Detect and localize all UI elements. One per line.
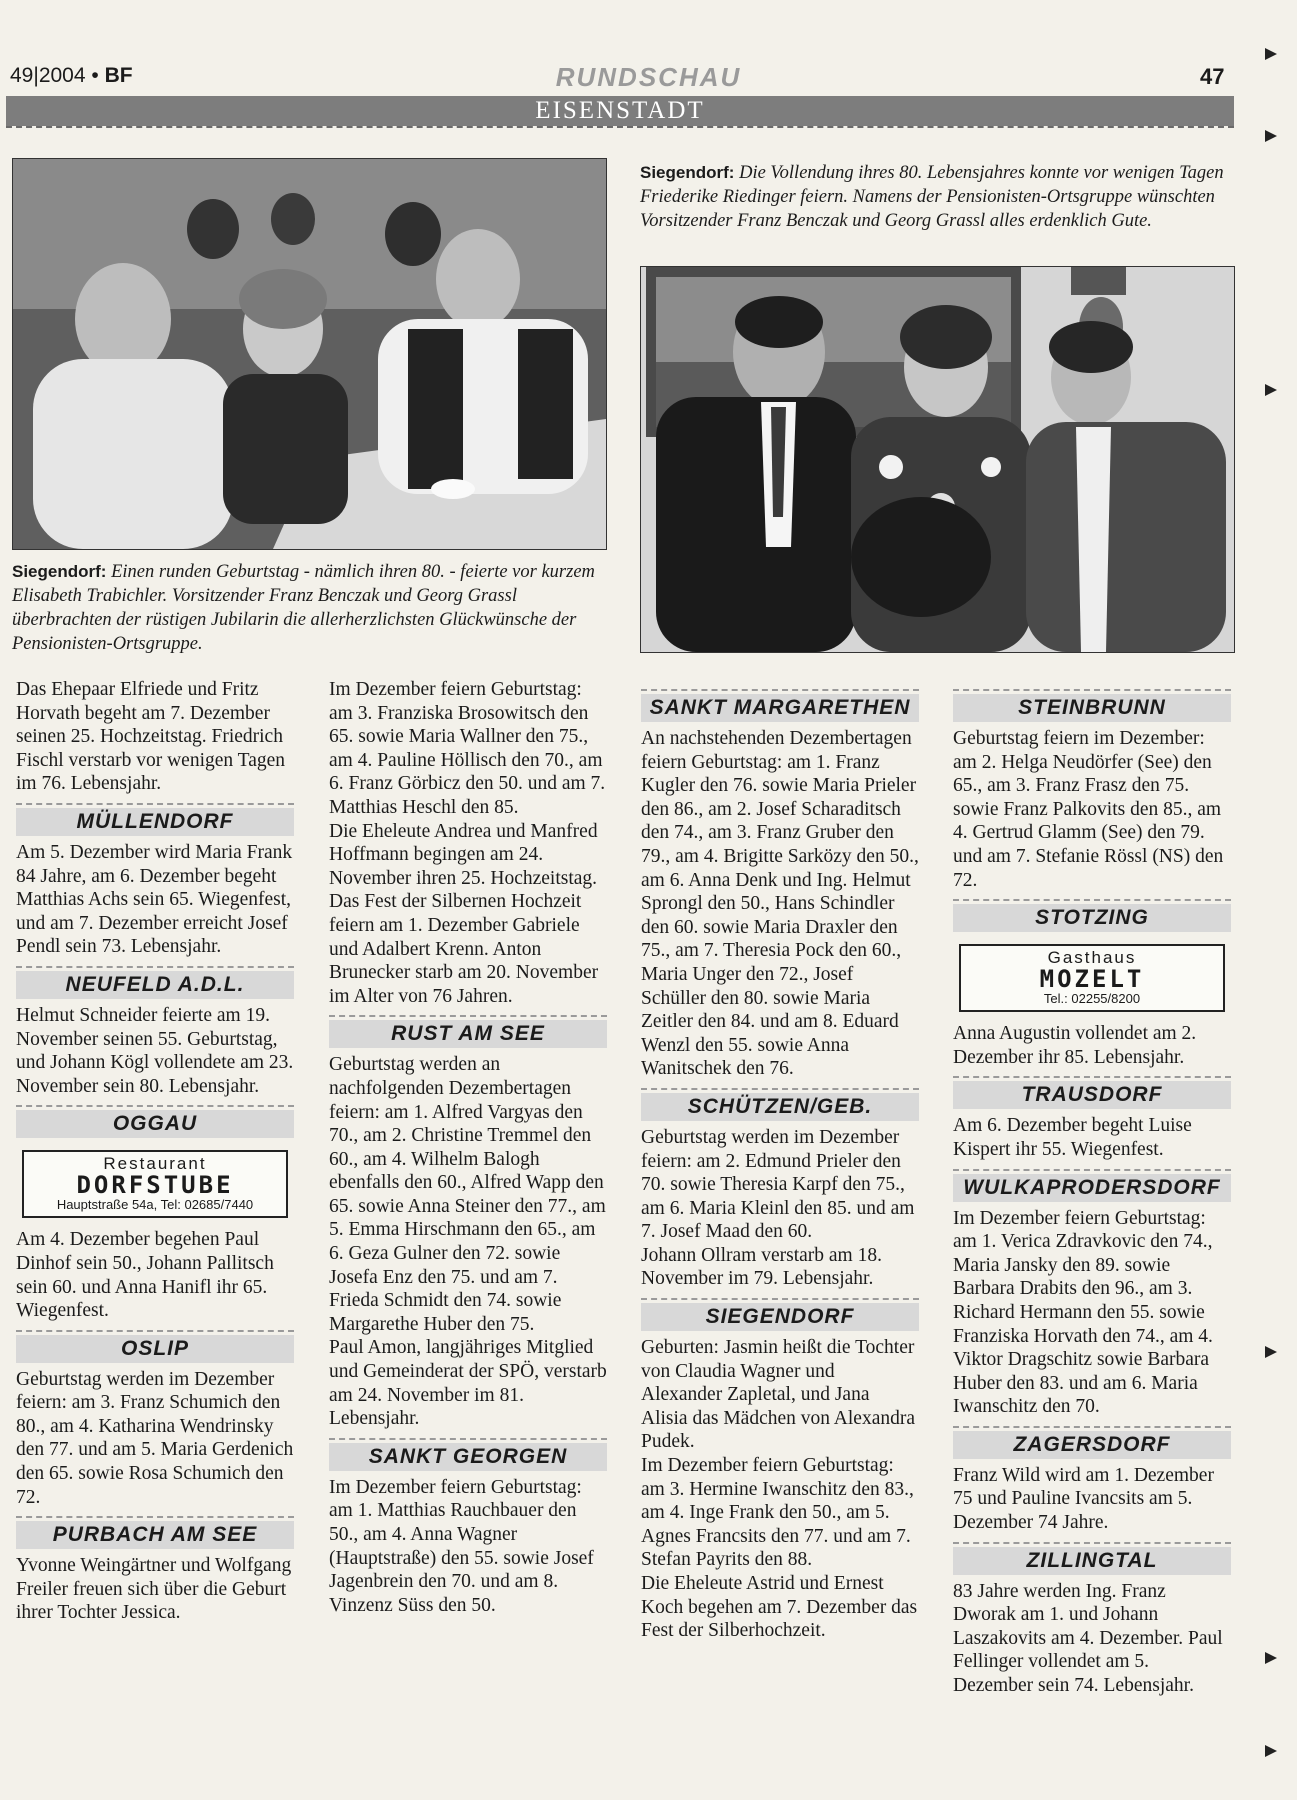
article-text: Am 4. Dezember begehen Paul Dinhof sein 50., Johann Pallitsch sein 60. und Anna Hanifl ihr 65. Wiegenfest. [16,1229,274,1322]
column-2 [329,678,607,1617]
section-heading-steinbrunn: STEINBRUNN [953,689,1231,722]
article-text: Helmut Schneider feierte am 19. November seinen 55. Geburtstag, und Johann Kögl vollendete am 23. November sein 80. Lebensjahr. [16,1004,294,1097]
caption-place: Siegendorf: [12,562,107,581]
section-heading-zagersdorf: ZAGERSDORF [953,1426,1231,1459]
article-text: Das Fest der Silbernen Hochzeit feiern am 1. Dezember Gabriele und Adalbert Krenn. Anton Brunecker starb am 20. November im Alter von 76 Jahren. [329,891,599,1007]
binding-marker [1265,384,1277,396]
article-text: Geburten: Jasmin heißt die Tochter von Claudia Wagner und Alexander Zapletal, und Jana Alisia das Mädchen von Alexandra Pudek. [641,1337,916,1453]
column-4 [953,678,1231,1698]
article-text: Am 5. Dezember wird Maria Frank 84 Jahre, am 6. Dezember begeht Matthias Achs sein 65. Wiegenfest, und am 7. Dezember erreicht Josef Pendl sein 73. Lebensjahr. [16,841,293,958]
article-text: Im Dezember feiern Geburtstag: am 3. Franziska Brosowitsch den 65. sowie Maria Wallner den 75., am 4. Pauline Höllisch den 70., am 6. Franz Görbicz den 50. und am 7. Matthias Heschl den 85. [329,679,606,818]
section-heading-stotzing: STOTZING [953,899,1231,932]
ad-name: DORFSTUBE [76,1171,234,1200]
region-title: EISENSTADT [535,97,705,124]
section-heading-georgen: SANKT GEORGEN [329,1438,607,1471]
article-text: Das Ehepaar Elfriede und Fritz Horvath begeht am 7. Dezember seinen 25. Hochzeitstag. Friedrich Fischl verstarb vor wenigen Tagen im 76. Lebensjahr. [16,679,286,795]
binding-marker [1265,1652,1277,1664]
section-heading-trausdorf: TRAUSDORF [953,1076,1231,1109]
article-text: Im Dezember feiern Geburtstag: am 1. Matthias Rauchbauer den 50., am 4. Anna Wagner (Hauptstraße) den 55. sowie Josef Jagenbrein den 70. und am 8. Vinzenz Süss den 50. [329,1476,594,1616]
ad-dorfstube [22,1150,288,1218]
section-heading-oslip: OSLIP [16,1330,294,1363]
binding-marker [1265,1346,1277,1358]
caption-trabichler [12,560,612,656]
article-text: 83 Jahre werden Ing. Franz Dworak am 1. und Johann Laszakovits am 4. Dezember. Paul Fellinger vollendet am 5. Dezember sein 74. Lebensjahr. [953,1580,1223,1697]
section-heading-muellendorf: MÜLLENDORF [16,803,294,836]
caption-riedinger [640,161,1230,233]
article-text: Geburtstag feiern im Dezember: am 2. Helga Neudörfer (See) den 65., am 3. Franz Frasz den 75. sowie Franz Palkovits den 85., am 4. Gertrud Glamm (See) den 79. und am 7. Stefanie Rössl (NS) den 72. [953,728,1224,891]
photo-riedinger [640,266,1235,653]
article-text: Am 6. Dezember begeht Luise Kispert ihr 55. Wiegenfest. [953,1115,1192,1160]
caption-text: Die Vollendung ihres 80. Lebensjahres konnte vor wenigen Tagen Friederike Riedinger feiern. Namens der Pensionisten-Ortsgruppe wünschten Vorsitzender Franz Benczak und Georg Grassl alles erdenklich Gute. [640,163,1224,231]
article-text: Geburtstag werden an nachfolgenden Dezembertagen feiern: am 1. Alfred Vargyas den 70., am 2. Christine Tremmel den 60., am 4. Wilhelm Balogh ebenfalls den 60., Alfred Wapp den 65. sowie Anna Steiner den 77., am 5. Emma Hirschmann den 65., am 6. Geza Gulner den 72. sowie Josefa Enz den 75. und am 7. Frieda Schmidt den 74. sowie Margarethe Huber den 75. [329,1054,606,1335]
section-heading-siegendorf: SIEGENDORF [641,1298,919,1331]
section-heading-schuetzen: SCHÜTZEN/GEB. [641,1088,919,1121]
photo-trabichler [12,158,607,550]
article-text: An nachstehenden Dezembertagen feiern Geburtstag: am 1. Franz Kugler den 76. sowie Maria Prieler den 86., am 2. Josef Scharaditsch den 74., am 3. Franz Gruber den 79., am 4. Brigitte Sarközy den 50., am 6. Anna Denk und Ing. Helmut Sprongl den 50., Hans Schindler den 60. sowie Maria Draxler den 75., am 7. Theresia Pock den 60., Maria Unger den 72., Josef Schüller den 80. sowie Maria Zeitler den 84. und am 8. Eduard Wenzl den 55. sowie Anna Wanitschek den 76. [641,728,919,1080]
binding-marker [1265,48,1277,60]
article-text: Franz Wild wird am 1. Dezember 75 und Pauline Ivancsits am 5. Dezember 74 Jahre. [953,1464,1214,1534]
binding-marker [1265,130,1277,142]
ad-line: Gasthaus [1047,948,1137,968]
issue-label: 49|2004 • BF [10,64,133,87]
column-3 [641,678,919,1643]
page-number: 47 [1200,64,1225,89]
ad-line: Restaurant [103,1154,207,1174]
section-heading-wulkaprodersdorf: WULKAPRODERSDORF [953,1169,1231,1202]
caption-place: Siegendorf: [640,163,735,182]
section-heading-margarethen: SANKT MARGARETHEN [641,689,919,722]
column-1 [16,678,294,1625]
ad-contact: Tel.: 02255/8200 [1043,991,1141,1007]
article-text: Johann Ollram verstarb am 18. November im 79. Lebensjahr. [641,1244,882,1290]
ad-contact: Hauptstraße 54a, Tel: 02685/7440 [56,1197,254,1213]
section-title: RUNDSCHAU [555,62,742,92]
region-divider [6,126,1234,128]
article-text: Im Dezember feiern Geburtstag: am 1. Verica Zdravkovic den 74., Maria Jansky den 89. sowie Barbara Drabits den 96., am 3. Richard Hermann den 55. sowie Franziska Horvath den 74., am 4. Viktor Dragschitz sowie Barbara Huber den 83. und am 6. Maria Iwanschitz den 70. [953,1207,1213,1418]
article-text: Geburtstag werden im Dezember feiern: am 2. Edmund Prieler den 70. sowie Theresia Karpf den 75., am 6. Maria Kleinl den 85. und am 7. Josef Maad den 60. [641,1126,915,1243]
brand-label: BF [104,64,133,87]
article-text: Die Eheleute Andrea und Manfred Hoffmann begingen am 24. November ihren 25. Hochzeitstag. [329,820,598,889]
section-heading-purbach: PURBACH AM SEE [16,1516,294,1549]
section-heading-oggau: OGGAU [16,1105,294,1138]
caption-text: Einen runden Geburtstag - nämlich ihren 80. - feierte vor kurzem Elisabeth Trabichler. Vorsitzender Franz Benczak und Georg Grassl überbrachten der rüstigen Jubilarin die allerherzlichsten Glückwünsche der Pensionisten-Ortsgruppe. [12,562,595,654]
article-text: Yvonne Weingärtner und Wolfgang Freiler freuen sich über die Geburt ihrer Tochter Jessica. [16,1555,292,1624]
article-text: Paul Amon, langjähriges Mitglied und Gemeinderat der SPÖ, verstarb am 24. November im 81. Lebensjahr. [329,1337,607,1430]
article-text: Anna Augustin vollendet am 2. Dezember ihr 85. Lebensjahr. [953,1023,1197,1068]
article-text: Die Eheleute Astrid und Ernest Koch begehen am 7. Dezember das Fest der Silberhochzeit. [641,1573,918,1642]
section-heading-zillingtal: ZILLINGTAL [953,1542,1231,1575]
section-heading-neufeld: NEUFELD A.D.L. [16,966,294,999]
ad-name: MOZELT [1039,965,1145,994]
article-text: Im Dezember feiern Geburtstag: am 3. Hermine Iwanschitz den 83., am 4. Inge Frank den 50., am 5. Agnes Francsits den 77. und am 7. Stefan Payrits den 88. [641,1455,914,1571]
ad-mozelt [959,944,1225,1012]
section-heading-rust: RUST AM SEE [329,1015,607,1048]
binding-marker [1265,1745,1277,1757]
article-text: Geburtstag werden im Dezember feiern: am 3. Franz Schumich den 80., am 4. Katharina Wendrinsky den 77. und am 5. Maria Gerdenich den 65. sowie Rosa Schumich den 72. [16,1368,294,1508]
